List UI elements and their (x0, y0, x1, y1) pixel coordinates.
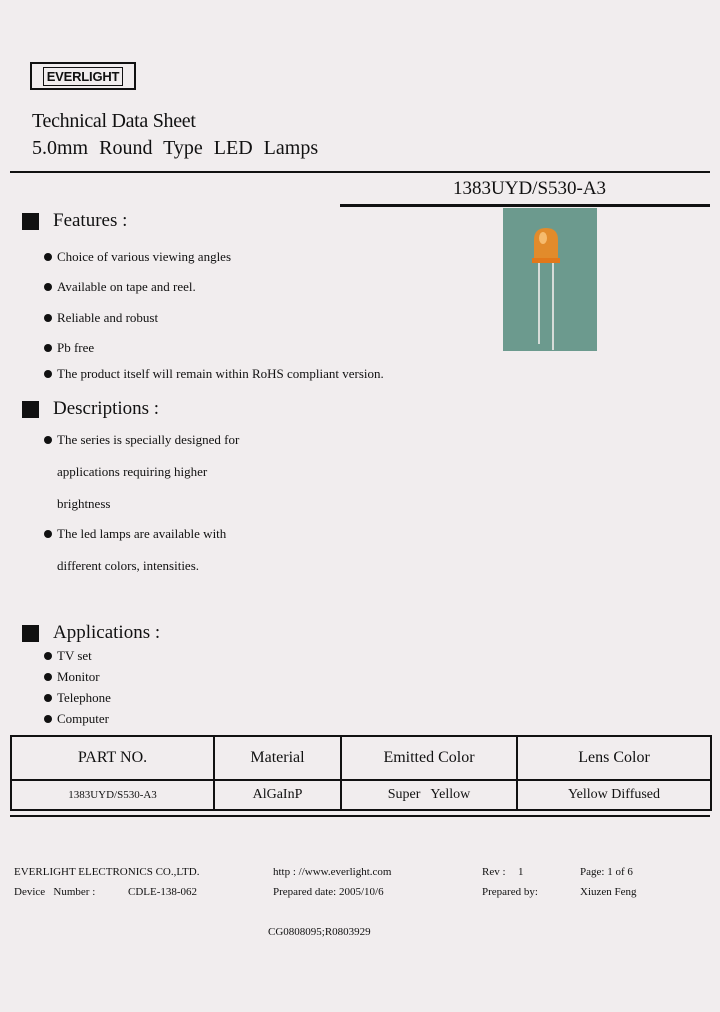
feature-item (44, 249, 231, 265)
footer-prepared-by-value: Xiuzen Feng (580, 886, 637, 898)
footer-page: Page: 1 of 6 (580, 866, 633, 878)
feature-text: Choice of various viewing angles (57, 249, 232, 264)
cell-material: AlGaInP (214, 780, 341, 810)
application-item (44, 648, 92, 664)
header-part-no: PART NO. (11, 736, 214, 780)
description-text: The series is specially designed for (57, 432, 240, 447)
bullet-dot-icon (44, 283, 52, 291)
feature-text: Pb free (57, 340, 95, 355)
bullet-dot-icon (44, 530, 52, 538)
footer-device-value: CDLE-138-062 (128, 886, 198, 898)
application-text: Monitor (57, 669, 100, 684)
applications-heading (22, 622, 160, 644)
application-text: Telephone (57, 690, 111, 705)
footer-prepared-date: Prepared date: 2005/10/6 (273, 886, 384, 898)
footer-url[interactable]: http : //www.everlight.com (273, 866, 392, 878)
features-heading-text: Features : (53, 210, 128, 231)
part-spec-table (10, 735, 712, 811)
application-text: Computer (57, 711, 109, 726)
footer-device-label: Device Number : (14, 886, 96, 898)
footer-code: CG0808095;R0803929 (268, 926, 371, 938)
doc-title-line2: 5.0mm Round Type LED Lamps (32, 137, 319, 159)
bullet-dot-icon (44, 652, 52, 660)
table-header-row (11, 736, 711, 780)
footer-company: EVERLIGHT ELECTRONICS CO.,LTD. (14, 866, 200, 878)
everlight-logo (30, 62, 136, 90)
bullet-dot-icon (44, 314, 52, 322)
descriptions-heading-text: Descriptions : (53, 398, 160, 419)
bullet-dot-icon (44, 370, 52, 378)
bullet-dot-icon (44, 344, 52, 352)
cell-part-no: 1383UYD/S530-A3 (11, 780, 214, 810)
feature-text: The product itself will remain within RoHS compliant version. (57, 366, 384, 381)
footer-rev-label: Rev : (482, 866, 506, 878)
feature-item (44, 310, 158, 326)
part-number-heading: 1383UYD/S530-A3 (453, 178, 607, 199)
feature-item (44, 279, 196, 295)
description-item (44, 526, 226, 542)
application-item (44, 711, 109, 727)
application-item (44, 669, 100, 685)
top-divider (10, 171, 710, 173)
square-bullet-icon (22, 625, 39, 642)
description-item (44, 432, 239, 448)
bullet-dot-icon (44, 253, 52, 261)
bullet-dot-icon (44, 694, 52, 702)
bullet-dot-icon (44, 673, 52, 681)
led-lamp-icon (503, 208, 597, 351)
bullet-dot-icon (44, 436, 52, 444)
feature-text: Available on tape and reel. (57, 279, 196, 294)
description-text: The led lamps are available with (57, 526, 227, 541)
description-continuation: applications requiring higher (57, 464, 208, 479)
feature-text: Reliable and robust (57, 310, 159, 325)
cell-emitted-color: Super Yellow (341, 780, 517, 810)
bullet-dot-icon (44, 715, 52, 723)
table-row (11, 780, 711, 810)
feature-item (44, 366, 384, 382)
led-product-photo (503, 208, 597, 351)
description-continuation: brightness (57, 496, 111, 511)
description-continuation: different colors, intensities. (57, 558, 200, 573)
part-number-underline (340, 204, 710, 207)
features-heading (22, 210, 127, 232)
descriptions-heading (22, 398, 159, 420)
footer-prepared-by-label: Prepared by: (482, 886, 538, 898)
square-bullet-icon (22, 213, 39, 230)
header-emitted-color: Emitted Color (341, 736, 517, 780)
cell-lens-color: Yellow Diffused (517, 780, 711, 810)
application-text: TV set (57, 648, 92, 663)
header-material: Material (214, 736, 341, 780)
doc-title-line1: Technical Data Sheet (32, 110, 196, 132)
footer-rev-value: 1 (518, 866, 524, 878)
applications-heading-text: Applications : (53, 622, 161, 643)
feature-item (44, 340, 94, 356)
application-item (44, 690, 111, 706)
footer-divider (10, 815, 710, 817)
header-lens-color: Lens Color (517, 736, 711, 780)
square-bullet-icon (22, 401, 39, 418)
logo-text: EVERLIGHT (43, 67, 124, 86)
